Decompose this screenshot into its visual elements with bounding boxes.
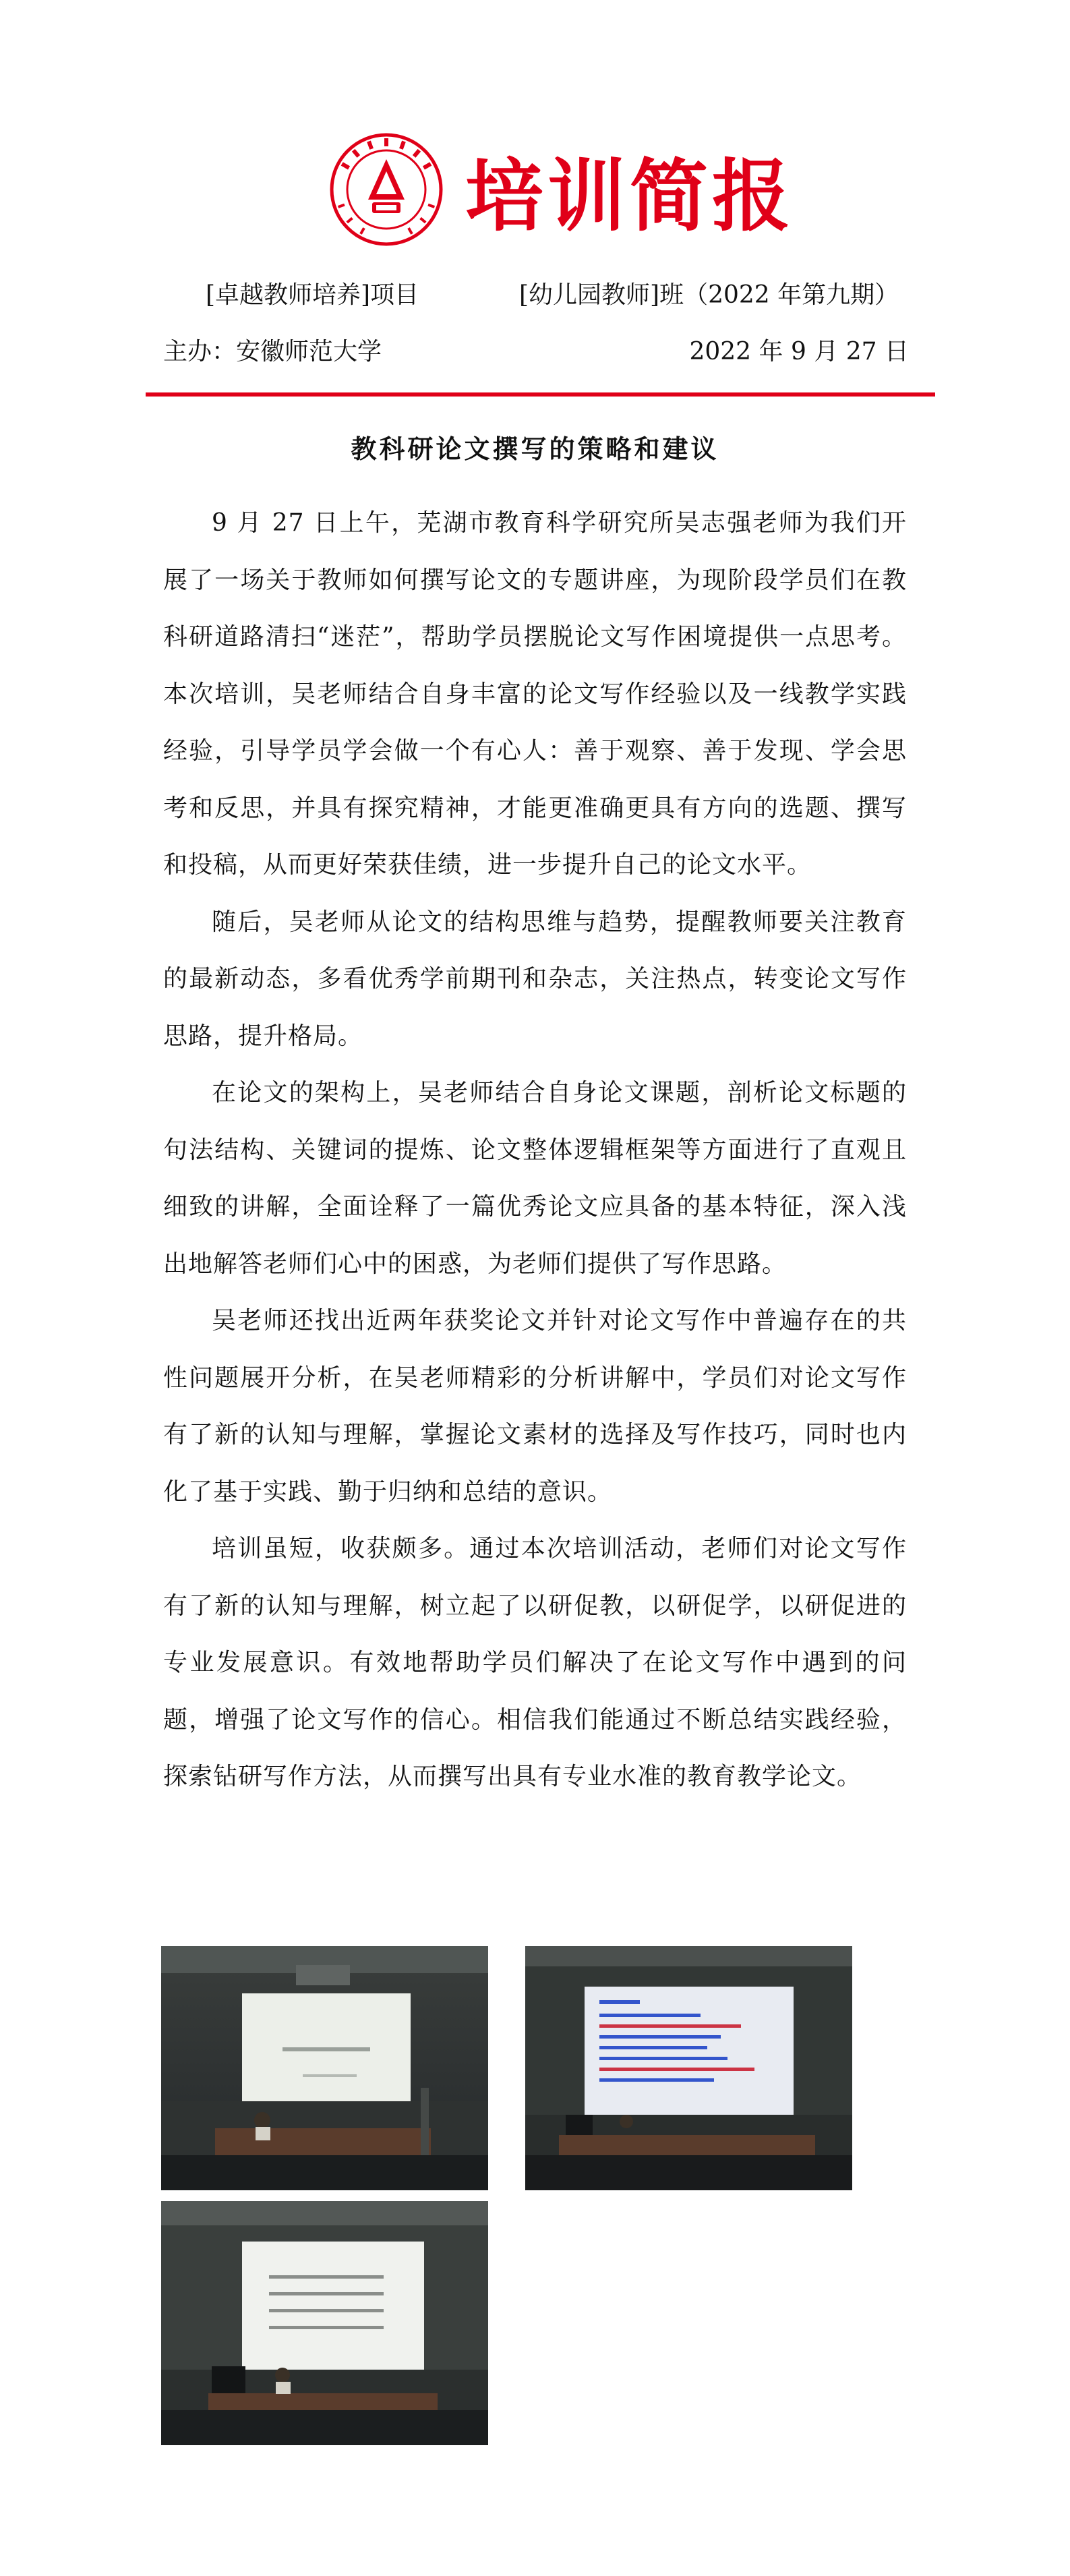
- article-paragraph: 在论文的架构上，吴老师结合自身论文课题，剖析论文标题的句法结构、关键词的提炼、论文整体逻辑框架等方面进行了直观且细致的讲解，全面诠释了一篇优秀论文应具备的基本特征，深入浅出地解答老师们心中的困惑，为老师们提供了写作思路。: [163, 1079, 907, 1278]
- briefing-title: 培训简报: [465, 151, 794, 242]
- photo-icon: [161, 1946, 488, 2190]
- photo-icon: [525, 1946, 852, 2190]
- article-paragraph: 吴老师还找出近两年获奖论文并针对论文写作中普遍存在的共性问题展开分析，在吴老师精彩的分析讲解中，学员们对论文写作有了新的认知与理解，掌握论文素材的选择及写作技巧，同时也内化了基于实践、勤于归纳和总结的意识。: [163, 1307, 907, 1506]
- article-body: [163, 495, 907, 1806]
- article-paragraph: 9 月 27 日上午，芜湖市教育科学研究所吴志强老师为我们开展了一场关于教师如何撰写论文的专题讲座，为现阶段学员们在教科研道路清扫“迷茫”，帮助学员摆脱论文写作困境提供一点思考。本次培训，吴老师结合自身丰富的论文写作经验以及一线教学实践经验，引导学员学会做一个有心人：善于观察、善于发现、学会思考和反思，并具有探究精神，才能更准确更具有方向的选题、撰写和投稿，从而更好荣获佳绩，进一步提升自己的论文水平。: [163, 509, 907, 879]
- header-divider: [146, 392, 935, 397]
- lecture-photo-content-slide: [525, 1946, 852, 2190]
- photo-icon: [161, 2201, 488, 2445]
- university-seal-logo: [329, 132, 444, 247]
- lecture-photo-list-slide: [161, 2201, 488, 2445]
- article-title: 教科研论文撰写的策略和建议: [351, 434, 719, 464]
- article-paragraph: 培训虽短，收获颇多。通过本次培训活动，老师们对论文写作有了新的认知与理解，树立起了以研促教，以研促学，以研促进的专业发展意识。有效地帮助学员们解决了在论文写作中遇到的问题，增强了论文写作的信心。相信我们能通过不断总结实践经验，探索钻研写作方法，从而撰写出具有专业水准的教育教学论文。: [163, 1535, 907, 1790]
- host-label: 主办：安徽师范大学: [163, 338, 382, 365]
- article-paragraph: 随后，吴老师从论文的结构思维与趋势，提醒教师要关注教育的最新动态，多看优秀学前期刊和杂志，关注热点，转变论文写作思路，提升格局。: [163, 908, 907, 1050]
- program-label: [卓越教师培养]项目: [206, 281, 419, 309]
- lecture-photo-title-slide: [161, 1946, 488, 2190]
- issue-date: 2022 年 9 月 27 日: [689, 338, 909, 365]
- class-label: [幼儿园教师]班（2022 年第九期）: [519, 281, 899, 309]
